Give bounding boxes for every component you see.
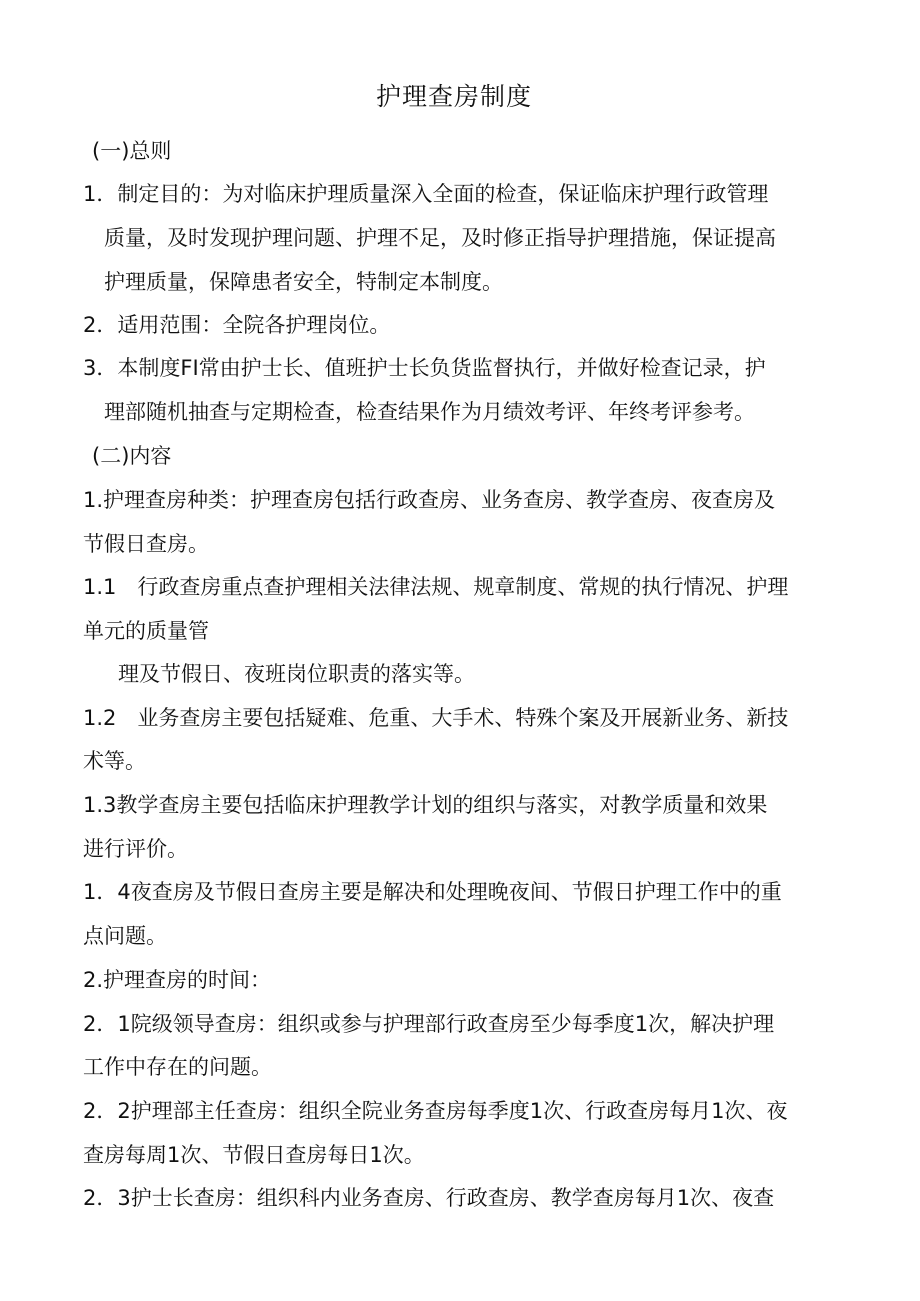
document-title: 护理查房制度 [376,82,533,111]
content-1-2-line-1: 1.2 业务查房主要包括疑难、危重、大手术、特殊个案及开展新业务、新技 [83,706,789,730]
content-2-3-line-1: 2．3护士长查房：组织科内业务查房、行政查房、教学查房每月1次、夜查 [83,1186,775,1210]
content-1-line-2: 节假日查房。 [83,532,209,556]
content-1-3-line-1: 1.3教学查房主要包括临床护理教学计划的组织与落实，对教学质量和效果 [83,793,768,817]
content-1-1-line-1: 1.1 行政查房重点查护理相关法律法规、规章制度、常规的执行情况、护理 [83,575,789,599]
content-2-2-line-2: 查房每周1次、节假日查房每日1次。 [83,1143,425,1167]
content-1-4-line-2: 点问题。 [83,924,167,948]
clause-3-line-2: 理部随机抽查与定期检查，检查结果作为月绩效考评、年终考评参考。 [104,400,755,424]
clause-1-line-3: 护理质量，保障患者安全，特制定本制度。 [104,270,503,294]
content-1-2-line-2: 术等。 [83,749,146,773]
content-1-4-line-1: 1．4夜查房及节假日查房主要是解决和处理晚夜间、节假日护理工作中的重 [83,880,782,904]
clause-3-line-1: 3．本制度FI常由护士长、值班护士长负货监督执行，并做好检查记录，护 [83,356,766,380]
content-1-3-line-2: 进行评价。 [83,837,188,861]
content-1-1-line-3: 理及节假日、夜班岗位职责的落实等。 [118,662,475,686]
section-heading-content: (二)内容 [92,444,172,468]
content-2-1-line-1: 2．1院级领导查房：组织或参与护理部行政查房至少每季度1次，解决护理 [83,1012,775,1036]
content-2-line-1: 2.护理查房的时间： [83,968,272,992]
content-2-2-line-1: 2．2护理部主任查房：组织全院业务查房每季度1次、行政查房每月1次、夜 [83,1099,788,1123]
clause-1-line-2: 质量，及时发现护理问题、护理不足，及时修正指导护理措施，保证提高 [104,226,776,250]
content-1-1-line-2: 单元的质量管 [83,619,209,643]
content-2-1-line-2: 工作中存在的问题。 [83,1055,272,1079]
section-heading-general: (一)总则 [92,139,172,163]
clause-1-line-1: 1．制定目的：为对临床护理质量深入全面的检查，保证临床护理行政管理 [83,182,769,206]
clause-2-line-1: 2．适用范围：全院各护理岗位。 [83,313,391,337]
content-1-line-1: 1.护理查房种类：护理查房包括行政查房、业务查房、教学查房、夜查房及 [83,488,776,512]
